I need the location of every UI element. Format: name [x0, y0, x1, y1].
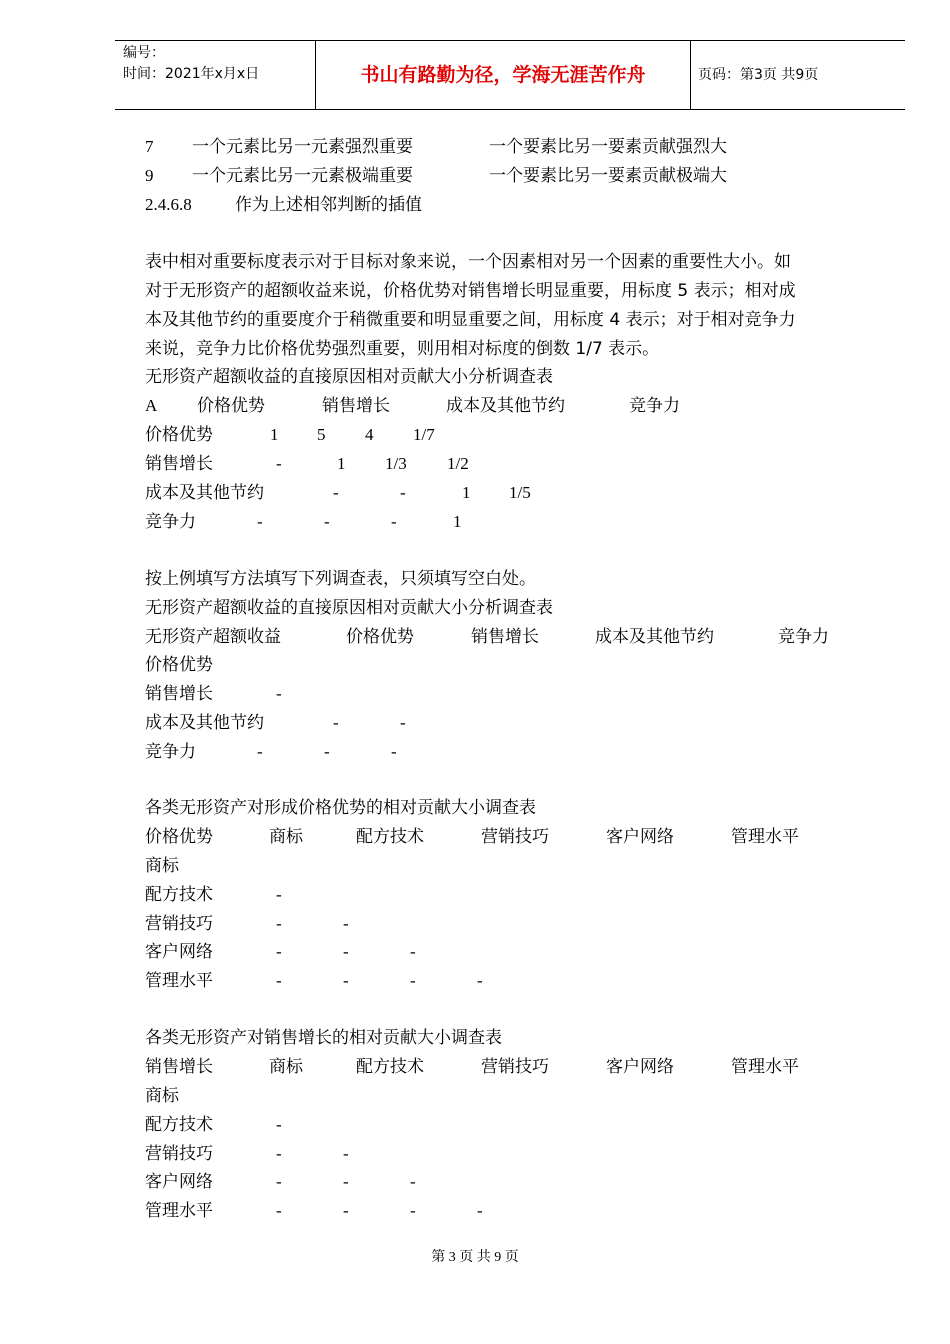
table-cell: -	[391, 512, 397, 531]
table-title: 无形资产超额收益的直接原因相对贡献大小分析调查表	[145, 367, 553, 387]
table-row-label: 管理水平	[145, 971, 213, 991]
page-header	[115, 40, 905, 110]
table-cell: -	[391, 742, 397, 761]
number-label: 编号：	[123, 45, 165, 61]
table-cell: -	[333, 483, 339, 502]
table-row-label: 成本及其他节约	[145, 713, 264, 733]
header-meta	[123, 43, 315, 85]
table-header-cell: 价格优势	[197, 396, 265, 416]
scale-desc-a: 作为上述相邻判断的插值	[235, 195, 422, 215]
table-header-cell: 销售增长	[145, 1057, 213, 1077]
table-row-label: 客户网络	[145, 942, 213, 962]
table-header-cell: 成本及其他节约	[446, 396, 565, 416]
table-cell: -	[276, 971, 282, 990]
table-cell: -	[410, 1172, 416, 1191]
table-cell: -	[324, 512, 330, 531]
table-cell: -	[410, 942, 416, 961]
table-header-cell: 销售增长	[471, 627, 539, 647]
table-header-cell: 管理水平	[731, 827, 799, 847]
paragraph-line: 来说，竞争力比价格优势强烈重要，则用相对标度的倒数 1/7 表示。	[145, 339, 660, 359]
table-row-label: 竞争力	[145, 512, 196, 532]
instruction-text: 按上例填写方法填写下列调查表，只须填写空白处。	[145, 569, 536, 589]
table-cell: -	[400, 713, 406, 732]
table-row-label: 管理水平	[145, 1201, 213, 1221]
table-cell: -	[276, 942, 282, 961]
table-cell: -	[276, 454, 282, 473]
table-header-cell: 管理水平	[731, 1057, 799, 1077]
table-header-cell: A	[145, 396, 158, 415]
table-row-label: 配方技术	[145, 885, 213, 905]
table-cell: -	[477, 1201, 483, 1220]
table-cell: -	[276, 1172, 282, 1191]
table-cell: -	[276, 914, 282, 933]
time-label: 时间：2021年x月x日	[123, 66, 260, 82]
table-cell: 5	[317, 425, 326, 444]
table-cell: 1	[270, 425, 279, 444]
table-title: 各类无形资产对形成价格优势的相对贡献大小调查表	[145, 798, 536, 818]
table-row-label: 配方技术	[145, 1115, 213, 1135]
table-row-label: 商标	[145, 856, 179, 876]
table-header-cell: 竞争力	[629, 396, 680, 416]
scale-desc-b: 一个要素比另一要素贡献强烈大	[489, 137, 727, 157]
table-row-label: 客户网络	[145, 1172, 213, 1192]
table-cell: -	[477, 971, 483, 990]
table-header-cell: 价格优势	[145, 827, 213, 847]
table-cell: -	[343, 1201, 349, 1220]
table-header-cell: 配方技术	[356, 827, 424, 847]
table-cell: -	[257, 742, 263, 761]
table-cell: 1	[453, 512, 462, 531]
table-cell: -	[400, 483, 406, 502]
table-row-label: 商标	[145, 1086, 179, 1106]
table-title: 无形资产超额收益的直接原因相对贡献大小分析调查表	[145, 598, 553, 618]
table-header-cell: 价格优势	[346, 627, 414, 647]
table-header-cell: 成本及其他节约	[595, 627, 714, 647]
table-cell: -	[324, 742, 330, 761]
paragraph-line: 表中相对重要标度表示对于目标对象来说，一个因素相对另一个因素的重要性大小。如	[145, 252, 791, 272]
table-cell: 1/7	[413, 425, 435, 444]
table-row-label: 成本及其他节约	[145, 483, 264, 503]
table-cell: -	[276, 684, 282, 703]
table-cell: -	[410, 1201, 416, 1220]
table-header-cell: 竞争力	[778, 627, 829, 647]
header-motto: 书山有路勤为径，学海无涯苦作舟	[315, 41, 691, 109]
table-cell: -	[333, 713, 339, 732]
scale-num: 7	[145, 137, 154, 156]
table-cell: 1/5	[509, 483, 531, 502]
table-cell: 1/2	[447, 454, 469, 473]
table-row-label: 营销技巧	[145, 1144, 213, 1164]
table-header-cell: 客户网络	[606, 1057, 674, 1077]
scale-num: 2.4.6.8	[145, 195, 192, 214]
table-header-cell: 商标	[269, 1057, 303, 1077]
table-header-cell: 无形资产超额收益	[145, 627, 281, 647]
table-header-cell: 客户网络	[606, 827, 674, 847]
table-cell: -	[343, 942, 349, 961]
table-header-cell: 营销技巧	[481, 827, 549, 847]
table-row-label: 销售增长	[145, 684, 213, 704]
table-cell: -	[343, 971, 349, 990]
table-row-label: 价格优势	[145, 655, 213, 675]
table-cell: -	[276, 1201, 282, 1220]
table-cell: -	[276, 885, 282, 904]
paragraph-line: 本及其他节约的重要度介于稍微重要和明显重要之间，用标度 4 表示；对于相对竞争力	[145, 310, 796, 330]
table-header-cell: 商标	[269, 827, 303, 847]
table-cell: -	[276, 1144, 282, 1163]
table-cell: -	[343, 914, 349, 933]
scale-num: 9	[145, 166, 154, 185]
table-row-label: 价格优势	[145, 425, 213, 445]
scale-desc-b: 一个要素比另一要素贡献极端大	[489, 166, 727, 186]
table-cell: -	[343, 1144, 349, 1163]
page-footer: 第 3 页 共 9 页	[431, 1250, 519, 1265]
table-cell: 1	[337, 454, 346, 473]
table-cell: -	[410, 971, 416, 990]
table-header-cell: 营销技巧	[481, 1057, 549, 1077]
table-cell: 1	[462, 483, 471, 502]
table-header-cell: 配方技术	[356, 1057, 424, 1077]
header-page-info: 页码：第3页 共9页	[698, 67, 819, 83]
scale-desc-a: 一个元素比另一元素强烈重要	[192, 137, 413, 157]
table-row-label: 销售增长	[145, 454, 213, 474]
scale-desc-a: 一个元素比另一元素极端重要	[192, 166, 413, 186]
table-cell: 4	[365, 425, 374, 444]
table-title: 各类无形资产对销售增长的相对贡献大小调查表	[145, 1028, 502, 1048]
paragraph-line: 对于无形资产的超额收益来说，价格优势对销售增长明显重要，用标度 5 表示；相对成	[145, 281, 796, 301]
table-cell: -	[257, 512, 263, 531]
table-row-label: 营销技巧	[145, 914, 213, 934]
table-cell: -	[343, 1172, 349, 1191]
table-row-label: 竞争力	[145, 742, 196, 762]
table-cell: 1/3	[385, 454, 407, 473]
table-cell: -	[276, 1115, 282, 1134]
table-header-cell: 销售增长	[322, 396, 390, 416]
